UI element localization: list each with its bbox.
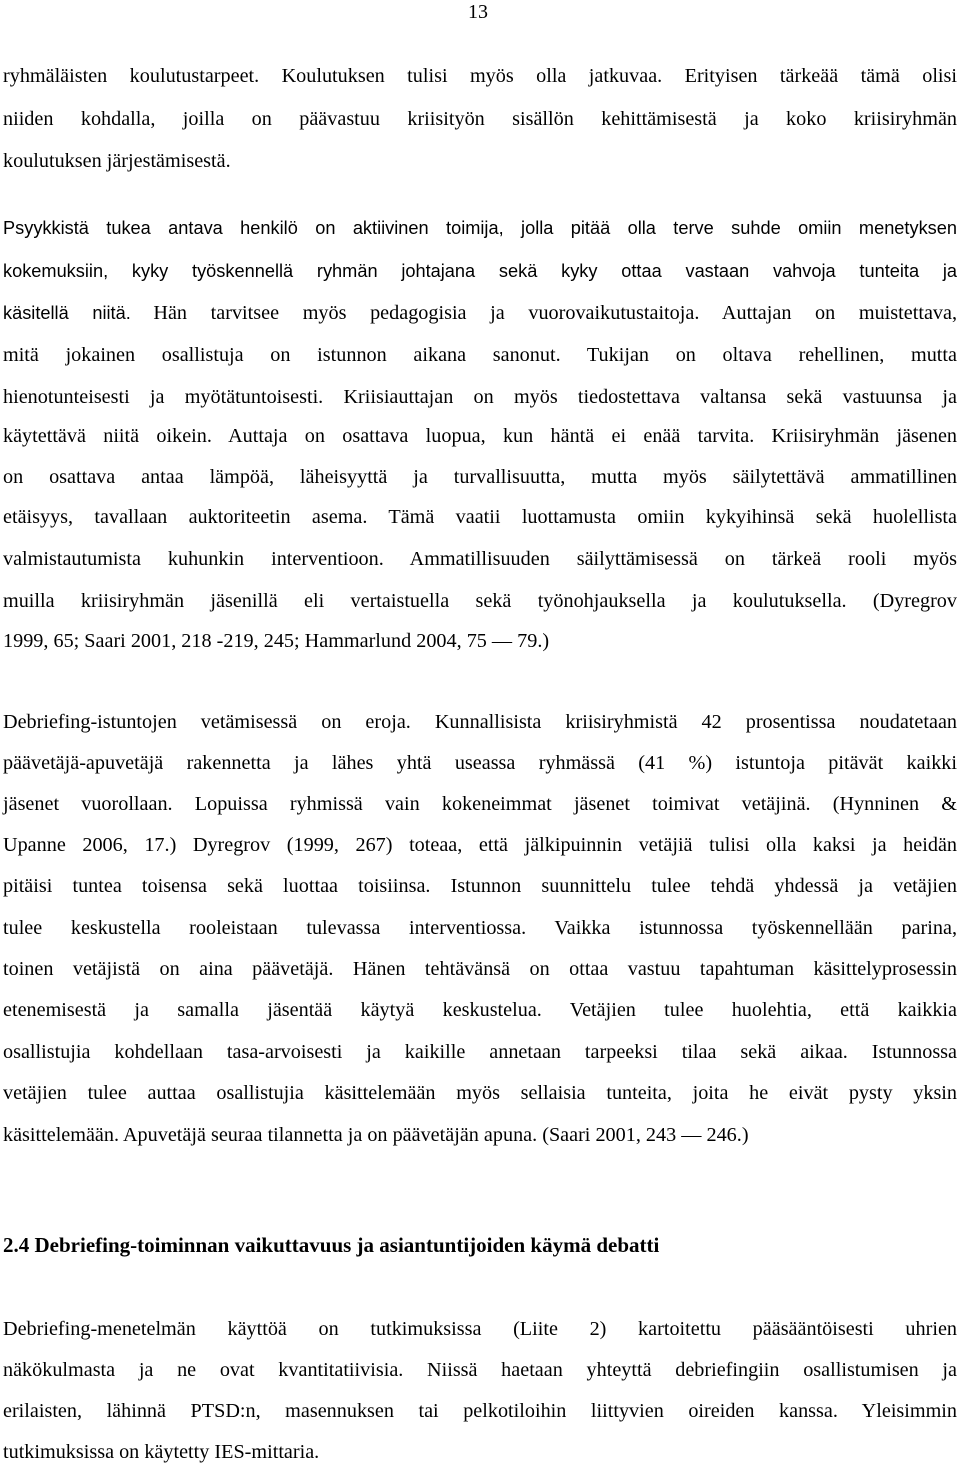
paragraph-4-line-2: näkökulmasta ja ne ovat kvantitatiivisia. Niissä haetaan yhteyttä debriefingiin osallistumisen ja bbox=[3, 1359, 957, 1381]
paragraph-3-line-1: Debriefing-istuntojen vetämisessä on eroja. Kunnallisista kriisiryhmistä 42 prosentissa noudatetaan bbox=[3, 711, 957, 733]
paragraph-2-line-6: käytettävä niitä oikein. Auttaja on osattava luopua, kun häntä ei enää tarvita. Kriisiryhmän jäsenen bbox=[3, 425, 957, 447]
paragraph-2-line-8: etäisyys, tavallaan auktoriteetin asema. Tämä vaatii luottamusta omiin kykyihinsä sekä huolellista bbox=[3, 506, 957, 528]
page-number: 13 bbox=[468, 1, 488, 23]
paragraph-2-line-2: kokemuksiin, kyky työskennellä ryhmän johtajana sekä kyky ottaa vastaan vahvoja tunteita ja bbox=[3, 261, 957, 281]
paragraph-3-line-11: käsittelemään. Apuvetäjä seuraa tilannetta ja on päävetäjän apuna. (Saari 2001, 243 — 246.) bbox=[3, 1124, 749, 1146]
paragraph-2-line-10: muilla kriisiryhmän jäsenillä eli vertaistuella sekä työnohjauksella ja koulutuksella. (Dyregrov bbox=[3, 590, 957, 612]
paragraph-2-line-9: valmistautumista kuhunkin interventioon. Ammatillisuuden säilyttämisessä on tärkeä rooli myös bbox=[3, 548, 957, 570]
paragraph-3-line-4: Upanne 2006, 17.) Dyregrov (1999, 267) toteaa, että jälkipuinnin vetäjiä tulisi olla kaksi ja heidän bbox=[3, 834, 957, 856]
paragraph-4-line-1: Debriefing-menetelmän käyttöä on tutkimuksissa (Liite 2) kartoitettu pääsääntöisesti uhrien bbox=[3, 1318, 957, 1340]
paragraph-4-line-3: erilaisten, lähinnä PTSD:n, masennuksen tai pelkotiloihin liittyvien oireiden kanssa. Yleisimmin bbox=[3, 1400, 957, 1422]
paragraph-2-line-3-sans: käsitellä niitä. bbox=[3, 303, 131, 323]
paragraph-3-line-8: etenemisestä ja samalla jäsentää käytyä keskustelua. Vetäjien tulee huolehtia, että kaikkia bbox=[3, 999, 957, 1021]
paragraph-3-line-7: toinen vetäjistä on aina päävetäjä. Hänen tehtävänsä on ottaa vastuu tapahtuman käsittelyprosessin bbox=[3, 958, 957, 980]
paragraph-3-line-9: osallistujia kohdellaan tasa-arvoisesti ja kaikille annetaan tarpeeksi tilaa sekä aikaa. Istunnossa bbox=[3, 1041, 957, 1063]
paragraph-3-line-10: vetäjien tulee auttaa osallistujia käsittelemään myös sellaisia tunteita, joita he eivät pysty yksin bbox=[3, 1082, 957, 1104]
paragraph-1-line-3: koulutuksen järjestämisestä. bbox=[3, 150, 231, 172]
section-heading: 2.4 Debriefing-toiminnan vaikuttavuus ja asiantuntijoiden käymä debatti bbox=[3, 1233, 660, 1257]
paragraph-2-line-11: 1999, 65; Saari 2001, 218 -219, 245; Hammarlund 2004, 75 — 79.) bbox=[3, 630, 550, 652]
paragraph-3-line-3: jäsenet vuorollaan. Lopuissa ryhmissä vain kokeneimmat jäsenet toimivat vetäjinä. (Hynninen & bbox=[3, 793, 957, 815]
paragraph-2-line-1: Psyykkistä tukea antava henkilö on aktiivinen toimija, jolla pitää olla terve suhde omiin menetyksen bbox=[3, 218, 957, 238]
paragraph-1-line-2: niiden kohdalla, joilla on päävastuu kriisityön sisällön kehittämisestä ja koko kriisiryhmän bbox=[3, 108, 957, 130]
paragraph-1-line-1: ryhmäläisten koulutustarpeet. Koulutuksen tulisi myös olla jatkuvaa. Erityisen tärkeää tämä olisi bbox=[3, 65, 957, 87]
paragraph-2-line-5: hienotunteisesti ja myötätuntoisesti. Kriisiauttajan on myös tiedostettava valtansa sekä vastuunsa ja bbox=[3, 386, 957, 408]
paragraph-2-line-3-serif: Hän tarvitsee myös pedagogisia ja vuorovaikutustaitoja. Auttajan on muistettava, bbox=[153, 302, 957, 324]
paragraph-2-line-3 bbox=[3, 298, 957, 330]
paragraph-3-line-2: päävetäjä-apuvetäjä rakennetta ja lähes yhtä useassa ryhmässä (41 %) istuntoja pitävät kaikki bbox=[3, 752, 957, 774]
paragraph-3-line-6: tulee keskustella rooleistaan tulevassa interventiossa. Vaikka istunnossa työskennellään parina, bbox=[3, 917, 957, 939]
paragraph-4-line-4: tutkimuksissa on käytetty IES-mittaria. bbox=[3, 1441, 320, 1463]
paragraph-2-line-4: mitä jokainen osallistuja on istunnon aikana sanonut. Tukijan on oltava rehellinen, mutta bbox=[3, 344, 957, 366]
paragraph-3-line-5: pitäisi tuntea toisensa sekä luottaa toisiinsa. Istunnon suunnittelu tulee tehdä yhdessä ja vetäjien bbox=[3, 875, 957, 897]
paragraph-2-line-7: on osattava antaa lämpöä, läheisyyttä ja turvallisuutta, mutta myös säilytettävä ammatillinen bbox=[3, 466, 957, 488]
